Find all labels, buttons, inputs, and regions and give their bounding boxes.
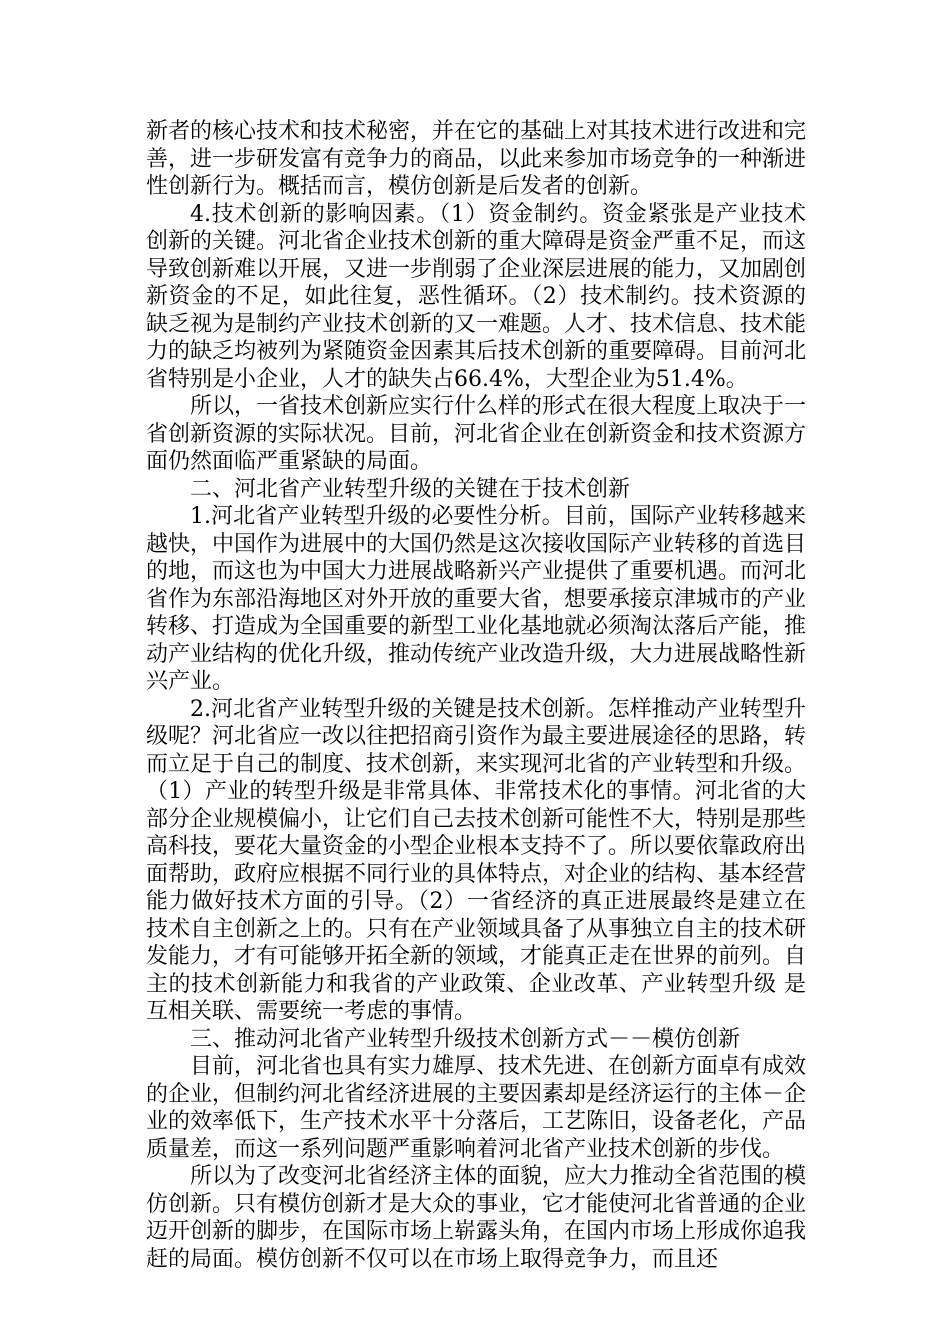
paragraph: 4.技术创新的影响因素。（1）资金制约。资金紧张是产业技术创新的关键。河北省企业技术创新的重大障碍是资金严重不足，而这导致创新难以开展，又进一步削弱了企业深层进展的能力，又加剧创新资金的不足，如此往复，恶性循环。（2）技术制约。技术资源的缺乏视为是制约产业技术创新的又一难题。人才、技术信息、技术能力的缺乏均被列为紧随资金因素其后技术创新的重要障碍。目前河北省特别是小企业，人才的缺失占66.4%，大型企业为51.4%。: [146, 201, 807, 392]
paragraph: 目前，河北省也具有实力雄厚、技术先进、在创新方面卓有成效的企业，但制约河北省经济进展的主要因素却是经济运行的主体－企业的效率低下，生产技术水平十分落后，工艺陈旧，设备老化，产品质量差，而这一系列问题严重影响着河北省产业技术创新的步伐。: [146, 1054, 807, 1162]
paragraph: 所以，一省技术创新应实行什么样的形式在很大程度上取决于一省创新资源的实际状况。目前，河北省企业在创新资金和技术资源方面仍然面临严重紧缺的局面。: [146, 394, 807, 474]
paragraph: 2.河北省产业转型升级的关键是技术创新。怎样推动产业转型升级呢？河北省应一改以往把招商引资作为最主要进展途径的思路，转而立足于自己的制度、技术创新，来实现河北省的产业转型和升级。（1）产业的转型升级是非常具体、非常技术化的事情。河北省的大部分企业规模偏小，让它们自己去技术创新可能性不大，特别是那些高科技，要花大量资金的小型企业根本支持不了。所以要依靠政府出面帮助，政府应根据不同行业的具体特点，对企业的结构、基本经营能力做好技术方面的引导。（2）一省经济的真正进展最终是建立在技术自主创新之上的。只有在产业领域具备了从事独立自主的技术研发能力，才有可能够开拓全新的领域，才能真正走在世界的前列。自主的技术创新能力和我省的产业政策、企业改革、产业转型升级 是互相关联、需要统一考虑的事情。: [146, 696, 807, 1024]
paragraph: 所以为了改变河北省经济主体的面貌，应大力推动全省范围的模仿创新。只有模仿创新才是大众的事业，它才能使河北省普通的企业迈开创新的脚步，在国际市场上崭露头角，在国内市场上形成你追我赶的局面。模仿创新不仅可以在市场上取得竞争力，而且还: [146, 1164, 807, 1272]
section-heading: 三、推动河北省产业转型升级技术创新方式－－模仿创新: [190, 1026, 741, 1052]
paragraph: 1.河北省产业转型升级的必要性分析。目前，国际产业转移越来越快，中国作为进展中的大国仍然是这次接收国际产业转移的首选目的地，而这也为中国大力进展战略新兴产业提供了重要机遇。而河北省作为东部沿海地区对外开放的重要大省，想要承接京津城市的产业转移、打造成为全国重要的新型工业化基地就必须淘汰落后产能，推动产业结构的优化升级，推动传统产业改造升级，大力进展战略性新兴产业。: [146, 504, 807, 694]
paragraph: 新者的核心技术和技术秘密，并在它的基础上对其技术进行改进和完善，进一步研发富有竞争力的商品，以此来参加市场竞争的一种渐进性创新行为。概括而言，模仿创新是后发者的创新。: [146, 119, 807, 199]
section-heading: 二、河北省产业转型升级的关键在于技术创新: [190, 476, 631, 502]
document-body: [146, 118, 806, 1273]
